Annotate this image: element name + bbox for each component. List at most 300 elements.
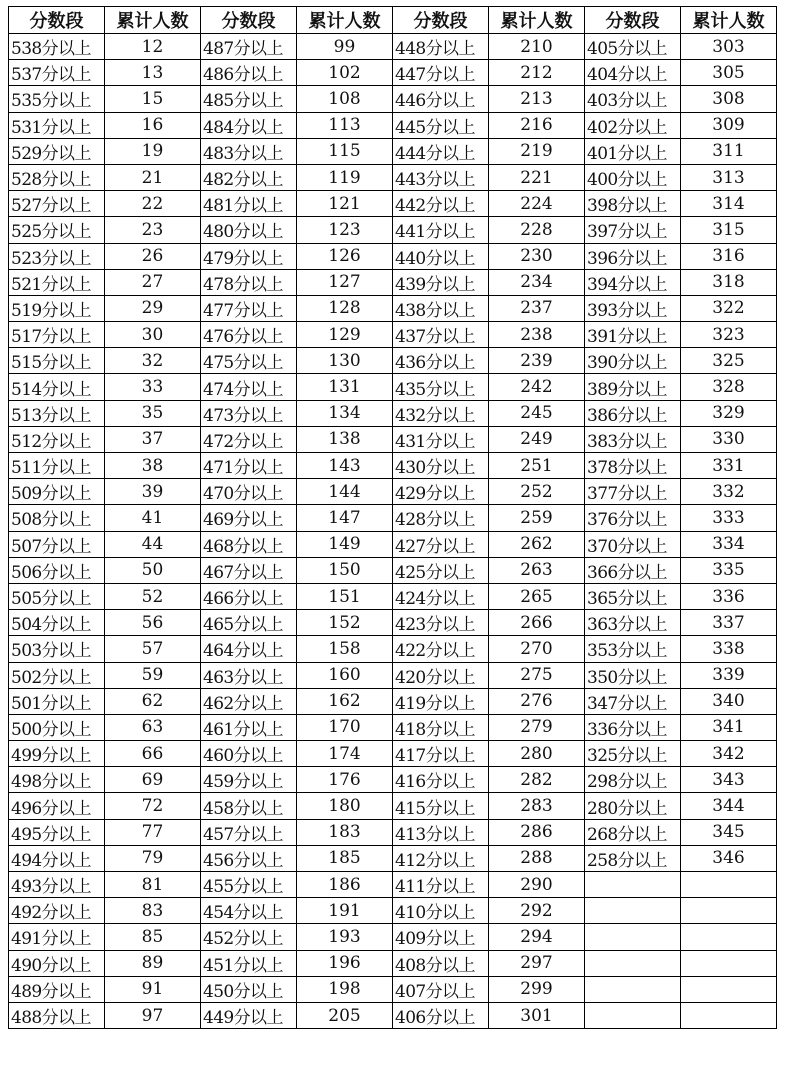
score-range-cell: 258分以上 [585, 845, 681, 871]
score-range-cell: 465分以上 [201, 610, 297, 636]
table-row [9, 793, 777, 819]
score-range-cell: 471分以上 [201, 453, 297, 479]
table-body [9, 34, 777, 1029]
table-row [9, 112, 777, 138]
cumulative-count-cell [681, 872, 777, 898]
cumulative-count-cell: 147 [297, 505, 393, 531]
cumulative-count-cell: 134 [297, 400, 393, 426]
score-range-cell: 409分以上 [393, 924, 489, 950]
cumulative-count-cell: 263 [489, 557, 585, 583]
cumulative-count-cell: 113 [297, 112, 393, 138]
score-distribution-table [8, 6, 777, 1029]
cumulative-count-cell: 185 [297, 845, 393, 871]
cumulative-count-cell: 196 [297, 950, 393, 976]
cumulative-count-cell: 39 [105, 479, 201, 505]
score-range-cell: 390分以上 [585, 348, 681, 374]
score-range-cell: 521分以上 [9, 269, 105, 295]
cumulative-count-cell: 130 [297, 348, 393, 374]
score-range-cell: 336分以上 [585, 714, 681, 740]
header-cumulative-count: 累计人数 [489, 7, 585, 34]
score-range-cell: 479分以上 [201, 243, 297, 269]
score-range-cell: 486分以上 [201, 60, 297, 86]
score-range-cell: 538分以上 [9, 34, 105, 60]
cumulative-count-cell: 162 [297, 688, 393, 714]
score-range-cell: 490分以上 [9, 950, 105, 976]
cumulative-count-cell: 305 [681, 60, 777, 86]
cumulative-count-cell: 123 [297, 217, 393, 243]
score-range-cell: 515分以上 [9, 348, 105, 374]
score-range-cell: 353分以上 [585, 636, 681, 662]
cumulative-count-cell: 259 [489, 505, 585, 531]
score-range-cell: 517分以上 [9, 322, 105, 348]
score-range-cell: 404分以上 [585, 60, 681, 86]
header-score-range: 分数段 [393, 7, 489, 34]
cumulative-count-cell: 52 [105, 583, 201, 609]
score-range-cell: 498分以上 [9, 767, 105, 793]
cumulative-count-cell: 282 [489, 767, 585, 793]
cumulative-count-cell: 91 [105, 976, 201, 1002]
score-range-cell: 500分以上 [9, 714, 105, 740]
score-range-cell: 365分以上 [585, 583, 681, 609]
cumulative-count-cell: 69 [105, 767, 201, 793]
cumulative-count-cell: 216 [489, 112, 585, 138]
cumulative-count-cell: 343 [681, 767, 777, 793]
score-range-cell: 450分以上 [201, 976, 297, 1002]
table-row [9, 138, 777, 164]
cumulative-count-cell: 32 [105, 348, 201, 374]
cumulative-count-cell: 22 [105, 191, 201, 217]
cumulative-count-cell: 149 [297, 531, 393, 557]
score-range-cell: 446分以上 [393, 86, 489, 112]
table-row [9, 86, 777, 112]
score-range-cell: 418分以上 [393, 714, 489, 740]
cumulative-count-cell: 180 [297, 793, 393, 819]
score-range-cell: 461分以上 [201, 714, 297, 740]
table-row [9, 872, 777, 898]
cumulative-count-cell: 160 [297, 662, 393, 688]
cumulative-count-cell [681, 1002, 777, 1028]
cumulative-count-cell: 126 [297, 243, 393, 269]
score-range-cell: 413分以上 [393, 819, 489, 845]
cumulative-count-cell: 339 [681, 662, 777, 688]
cumulative-count-cell: 41 [105, 505, 201, 531]
cumulative-count-cell: 228 [489, 217, 585, 243]
table-row [9, 348, 777, 374]
score-range-cell: 427分以上 [393, 531, 489, 557]
score-range-cell: 429分以上 [393, 479, 489, 505]
score-range-cell: 447分以上 [393, 60, 489, 86]
score-range-cell: 511分以上 [9, 453, 105, 479]
cumulative-count-cell: 205 [297, 1002, 393, 1028]
score-range-cell: 508分以上 [9, 505, 105, 531]
score-range-cell: 529分以上 [9, 138, 105, 164]
cumulative-count-cell: 176 [297, 767, 393, 793]
score-range-cell: 488分以上 [9, 1002, 105, 1028]
score-range-cell: 405分以上 [585, 34, 681, 60]
score-range-cell: 408分以上 [393, 950, 489, 976]
header-score-range: 分数段 [201, 7, 297, 34]
score-range-cell: 492分以上 [9, 898, 105, 924]
cumulative-count-cell: 294 [489, 924, 585, 950]
cumulative-count-cell: 158 [297, 636, 393, 662]
table-row [9, 505, 777, 531]
cumulative-count-cell: 174 [297, 741, 393, 767]
cumulative-count-cell: 346 [681, 845, 777, 871]
cumulative-count-cell: 77 [105, 819, 201, 845]
score-range-cell: 474分以上 [201, 374, 297, 400]
cumulative-count-cell: 297 [489, 950, 585, 976]
score-range-cell: 437分以上 [393, 322, 489, 348]
score-range-cell: 325分以上 [585, 741, 681, 767]
cumulative-count-cell: 325 [681, 348, 777, 374]
score-range-cell [585, 924, 681, 950]
cumulative-count-cell: 322 [681, 295, 777, 321]
score-range-cell: 402分以上 [585, 112, 681, 138]
score-range-cell: 531分以上 [9, 112, 105, 138]
cumulative-count-cell: 230 [489, 243, 585, 269]
cumulative-count-cell: 283 [489, 793, 585, 819]
cumulative-count-cell [681, 898, 777, 924]
score-range-cell: 458分以上 [201, 793, 297, 819]
table-header [9, 7, 777, 34]
score-range-cell: 481分以上 [201, 191, 297, 217]
cumulative-count-cell: 57 [105, 636, 201, 662]
table-row [9, 819, 777, 845]
score-range-cell: 451分以上 [201, 950, 297, 976]
cumulative-count-cell: 150 [297, 557, 393, 583]
score-range-cell: 503分以上 [9, 636, 105, 662]
cumulative-count-cell [681, 976, 777, 1002]
table-row [9, 1002, 777, 1028]
header-cumulative-count: 累计人数 [681, 7, 777, 34]
cumulative-count-cell: 270 [489, 636, 585, 662]
score-range-cell: 478分以上 [201, 269, 297, 295]
cumulative-count-cell: 238 [489, 322, 585, 348]
cumulative-count-cell: 262 [489, 531, 585, 557]
table-row [9, 583, 777, 609]
score-range-cell: 420分以上 [393, 662, 489, 688]
score-range-cell: 484分以上 [201, 112, 297, 138]
score-range-cell: 505分以上 [9, 583, 105, 609]
cumulative-count-cell: 212 [489, 60, 585, 86]
cumulative-count-cell: 290 [489, 872, 585, 898]
score-range-cell: 378分以上 [585, 453, 681, 479]
cumulative-count-cell: 138 [297, 426, 393, 452]
cumulative-count-cell: 72 [105, 793, 201, 819]
score-range-cell: 463分以上 [201, 662, 297, 688]
cumulative-count-cell: 81 [105, 872, 201, 898]
cumulative-count-cell: 275 [489, 662, 585, 688]
cumulative-count-cell: 183 [297, 819, 393, 845]
score-range-cell: 473分以上 [201, 400, 297, 426]
score-range-cell: 401分以上 [585, 138, 681, 164]
score-range-cell: 525分以上 [9, 217, 105, 243]
cumulative-count-cell: 276 [489, 688, 585, 714]
score-range-cell: 504分以上 [9, 610, 105, 636]
table-row [9, 400, 777, 426]
score-range-cell: 528分以上 [9, 164, 105, 190]
cumulative-count-cell: 329 [681, 400, 777, 426]
cumulative-count-cell: 85 [105, 924, 201, 950]
cumulative-count-cell: 119 [297, 164, 393, 190]
header-row [9, 7, 777, 34]
score-range-cell: 477分以上 [201, 295, 297, 321]
table-row [9, 767, 777, 793]
cumulative-count-cell: 266 [489, 610, 585, 636]
cumulative-count-cell: 79 [105, 845, 201, 871]
header-score-range: 分数段 [9, 7, 105, 34]
cumulative-count-cell: 311 [681, 138, 777, 164]
score-range-cell [585, 898, 681, 924]
cumulative-count-cell: 332 [681, 479, 777, 505]
score-range-cell: 493分以上 [9, 872, 105, 898]
table-row [9, 453, 777, 479]
cumulative-count-cell: 62 [105, 688, 201, 714]
score-range-cell: 519分以上 [9, 295, 105, 321]
score-range-cell: 444分以上 [393, 138, 489, 164]
score-range-cell: 350分以上 [585, 662, 681, 688]
cumulative-count-cell: 336 [681, 583, 777, 609]
score-range-cell: 475分以上 [201, 348, 297, 374]
table-row [9, 610, 777, 636]
cumulative-count-cell: 315 [681, 217, 777, 243]
cumulative-count-cell: 308 [681, 86, 777, 112]
cumulative-count-cell: 335 [681, 557, 777, 583]
score-range-cell: 377分以上 [585, 479, 681, 505]
score-distribution-sheet [8, 6, 777, 1029]
cumulative-count-cell [681, 950, 777, 976]
score-range-cell: 459分以上 [201, 767, 297, 793]
cumulative-count-cell: 50 [105, 557, 201, 583]
score-range-cell: 400分以上 [585, 164, 681, 190]
score-range-cell: 396分以上 [585, 243, 681, 269]
score-range-cell: 442分以上 [393, 191, 489, 217]
score-range-cell: 460分以上 [201, 741, 297, 767]
cumulative-count-cell: 341 [681, 714, 777, 740]
cumulative-count-cell: 239 [489, 348, 585, 374]
cumulative-count-cell: 170 [297, 714, 393, 740]
cumulative-count-cell: 26 [105, 243, 201, 269]
score-range-cell: 512分以上 [9, 426, 105, 452]
score-range-cell: 494分以上 [9, 845, 105, 871]
cumulative-count-cell: 210 [489, 34, 585, 60]
score-range-cell: 491分以上 [9, 924, 105, 950]
cumulative-count-cell [681, 924, 777, 950]
cumulative-count-cell: 318 [681, 269, 777, 295]
cumulative-count-cell: 131 [297, 374, 393, 400]
score-range-cell: 467分以上 [201, 557, 297, 583]
cumulative-count-cell: 344 [681, 793, 777, 819]
cumulative-count-cell: 316 [681, 243, 777, 269]
score-range-cell: 468分以上 [201, 531, 297, 557]
score-range-cell: 509分以上 [9, 479, 105, 505]
cumulative-count-cell: 27 [105, 269, 201, 295]
table-row [9, 636, 777, 662]
score-range-cell: 424分以上 [393, 583, 489, 609]
score-range-cell: 496分以上 [9, 793, 105, 819]
score-range-cell: 457分以上 [201, 819, 297, 845]
score-range-cell: 443分以上 [393, 164, 489, 190]
score-range-cell: 537分以上 [9, 60, 105, 86]
table-row [9, 741, 777, 767]
cumulative-count-cell: 191 [297, 898, 393, 924]
cumulative-count-cell: 309 [681, 112, 777, 138]
header-cumulative-count: 累计人数 [297, 7, 393, 34]
score-range-cell: 485分以上 [201, 86, 297, 112]
score-range-cell: 370分以上 [585, 531, 681, 557]
table-row [9, 557, 777, 583]
cumulative-count-cell: 143 [297, 453, 393, 479]
score-range-cell: 439分以上 [393, 269, 489, 295]
score-range-cell: 410分以上 [393, 898, 489, 924]
cumulative-count-cell: 333 [681, 505, 777, 531]
score-range-cell: 435分以上 [393, 374, 489, 400]
score-range-cell: 363分以上 [585, 610, 681, 636]
score-range-cell [585, 1002, 681, 1028]
score-range-cell: 419分以上 [393, 688, 489, 714]
cumulative-count-cell: 186 [297, 872, 393, 898]
cumulative-count-cell: 330 [681, 426, 777, 452]
cumulative-count-cell: 15 [105, 86, 201, 112]
score-range-cell: 513分以上 [9, 400, 105, 426]
score-range-cell: 430分以上 [393, 453, 489, 479]
score-range-cell: 464分以上 [201, 636, 297, 662]
cumulative-count-cell: 102 [297, 60, 393, 86]
score-range-cell: 397分以上 [585, 217, 681, 243]
table-row [9, 217, 777, 243]
score-range-cell: 495分以上 [9, 819, 105, 845]
score-range-cell: 535分以上 [9, 86, 105, 112]
cumulative-count-cell: 63 [105, 714, 201, 740]
score-range-cell: 386分以上 [585, 400, 681, 426]
score-range-cell: 436分以上 [393, 348, 489, 374]
cumulative-count-cell: 127 [297, 269, 393, 295]
cumulative-count-cell: 219 [489, 138, 585, 164]
cumulative-count-cell: 56 [105, 610, 201, 636]
cumulative-count-cell: 251 [489, 453, 585, 479]
cumulative-count-cell: 13 [105, 60, 201, 86]
score-range-cell: 472分以上 [201, 426, 297, 452]
cumulative-count-cell: 198 [297, 976, 393, 1002]
table-row [9, 688, 777, 714]
cumulative-count-cell: 313 [681, 164, 777, 190]
score-range-cell: 454分以上 [201, 898, 297, 924]
score-range-cell: 398分以上 [585, 191, 681, 217]
cumulative-count-cell: 345 [681, 819, 777, 845]
table-row [9, 191, 777, 217]
cumulative-count-cell: 303 [681, 34, 777, 60]
score-range-cell: 482分以上 [201, 164, 297, 190]
cumulative-count-cell: 265 [489, 583, 585, 609]
header-score-range: 分数段 [585, 7, 681, 34]
table-row [9, 662, 777, 688]
cumulative-count-cell: 314 [681, 191, 777, 217]
score-range-cell: 452分以上 [201, 924, 297, 950]
score-range-cell: 422分以上 [393, 636, 489, 662]
cumulative-count-cell: 242 [489, 374, 585, 400]
cumulative-count-cell: 234 [489, 269, 585, 295]
cumulative-count-cell: 37 [105, 426, 201, 452]
table-row [9, 950, 777, 976]
cumulative-count-cell: 224 [489, 191, 585, 217]
score-range-cell [585, 976, 681, 1002]
table-row [9, 479, 777, 505]
score-range-cell: 383分以上 [585, 426, 681, 452]
score-range-cell: 417分以上 [393, 741, 489, 767]
cumulative-count-cell: 280 [489, 741, 585, 767]
score-range-cell: 403分以上 [585, 86, 681, 112]
score-range-cell: 425分以上 [393, 557, 489, 583]
cumulative-count-cell: 35 [105, 400, 201, 426]
cumulative-count-cell: 193 [297, 924, 393, 950]
table-row [9, 164, 777, 190]
score-range-cell [585, 950, 681, 976]
score-range-cell: 406分以上 [393, 1002, 489, 1028]
score-range-cell: 428分以上 [393, 505, 489, 531]
score-range-cell: 469分以上 [201, 505, 297, 531]
score-range-cell: 298分以上 [585, 767, 681, 793]
table-row [9, 295, 777, 321]
cumulative-count-cell: 128 [297, 295, 393, 321]
score-range-cell: 440分以上 [393, 243, 489, 269]
score-range-cell: 407分以上 [393, 976, 489, 1002]
cumulative-count-cell: 286 [489, 819, 585, 845]
score-range-cell: 466分以上 [201, 583, 297, 609]
cumulative-count-cell: 151 [297, 583, 393, 609]
cumulative-count-cell: 340 [681, 688, 777, 714]
score-range-cell: 527分以上 [9, 191, 105, 217]
cumulative-count-cell: 19 [105, 138, 201, 164]
cumulative-count-cell: 221 [489, 164, 585, 190]
score-range-cell: 523分以上 [9, 243, 105, 269]
score-range-cell: 456分以上 [201, 845, 297, 871]
cumulative-count-cell: 30 [105, 322, 201, 348]
table-row [9, 898, 777, 924]
score-range-cell: 441分以上 [393, 217, 489, 243]
score-range-cell: 416分以上 [393, 767, 489, 793]
table-row [9, 924, 777, 950]
score-range-cell: 445分以上 [393, 112, 489, 138]
cumulative-count-cell: 288 [489, 845, 585, 871]
cumulative-count-cell: 33 [105, 374, 201, 400]
score-range-cell: 438分以上 [393, 295, 489, 321]
score-range-cell: 506分以上 [9, 557, 105, 583]
score-range-cell: 487分以上 [201, 34, 297, 60]
score-range-cell [585, 872, 681, 898]
score-range-cell: 389分以上 [585, 374, 681, 400]
cumulative-count-cell: 334 [681, 531, 777, 557]
cumulative-count-cell: 115 [297, 138, 393, 164]
cumulative-count-cell: 292 [489, 898, 585, 924]
cumulative-count-cell: 331 [681, 453, 777, 479]
cumulative-count-cell: 252 [489, 479, 585, 505]
table-row [9, 322, 777, 348]
table-row [9, 374, 777, 400]
cumulative-count-cell: 59 [105, 662, 201, 688]
cumulative-count-cell: 328 [681, 374, 777, 400]
score-range-cell: 415分以上 [393, 793, 489, 819]
cumulative-count-cell: 89 [105, 950, 201, 976]
cumulative-count-cell: 129 [297, 322, 393, 348]
cumulative-count-cell: 249 [489, 426, 585, 452]
table-row [9, 34, 777, 60]
score-range-cell: 393分以上 [585, 295, 681, 321]
score-range-cell: 376分以上 [585, 505, 681, 531]
table-row [9, 426, 777, 452]
cumulative-count-cell: 237 [489, 295, 585, 321]
table-row [9, 845, 777, 871]
score-range-cell: 268分以上 [585, 819, 681, 845]
